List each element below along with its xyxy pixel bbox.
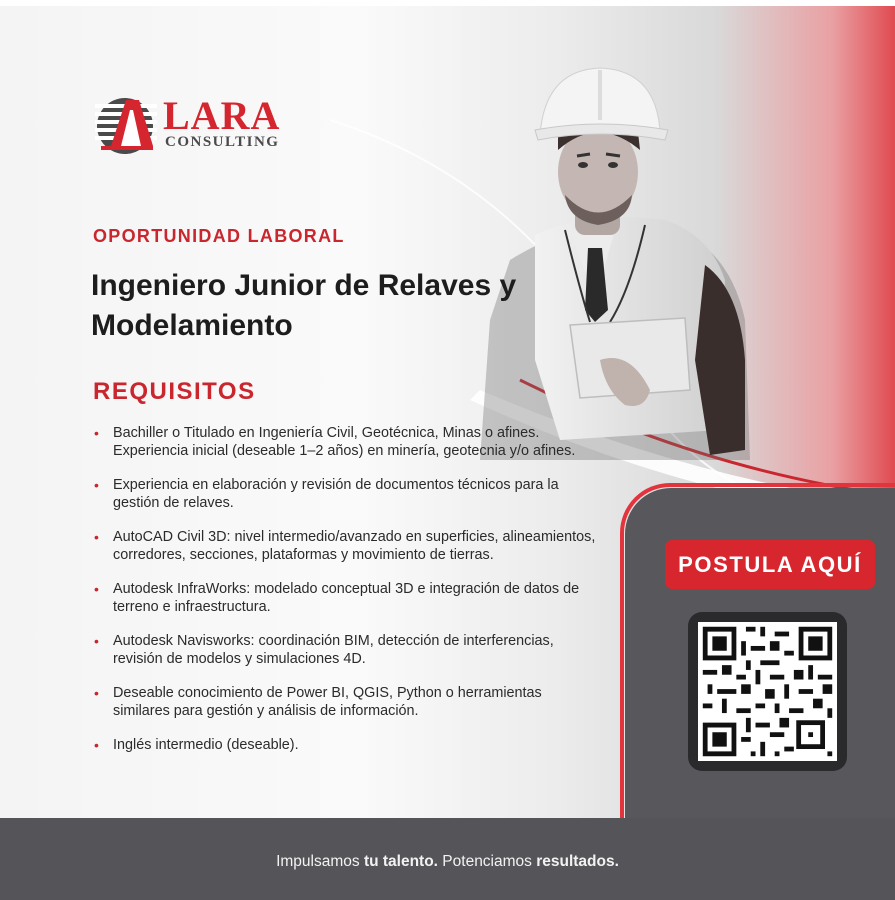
requirements-heading: REQUISITOS <box>93 378 256 405</box>
bullet-icon: • <box>94 685 99 701</box>
lara-logo <box>95 93 281 159</box>
requirement-item: • Autodesk InfraWorks: modelado conceptual 3D e integración de datos de terreno e infraestructura. <box>94 581 580 615</box>
requirement-item: • Bachiller o Titulado en Ingeniería Civil, Geotécnica, Minas o afines. Experiencia inicial (deseable 1–2 años) en minería, geotecnia y/o afines. <box>94 425 576 459</box>
requirement-item: • Deseable conocimiento de Power BI, QGIS, Python o herramientas similares para gestión y análisis de información. <box>94 685 542 719</box>
bullet-icon: • <box>94 425 99 441</box>
qr-code[interactable] <box>688 612 847 771</box>
requirement-item: • Inglés intermedio (deseable). <box>94 737 299 753</box>
requirements-list <box>94 425 599 772</box>
brand-name: LARA <box>163 93 281 138</box>
footer-bar <box>0 818 895 900</box>
job-eyebrow: OPORTUNIDAD LABORAL <box>93 226 345 246</box>
requirement-item: • Experiencia en elaboración y revisión de documentos técnicos para la gestión de relaves. <box>94 477 559 511</box>
qr-code-icon <box>698 622 837 761</box>
requirement-item: • AutoCAD Civil 3D: nivel intermedio/avanzado en superficies, alineamientos, corredores, secciones, plataformas y movimiento de tierras. <box>94 529 596 563</box>
footer-slogan: Impulsamos tu talento. Potenciamos resultados. <box>276 853 619 870</box>
bullet-icon: • <box>94 737 99 753</box>
apply-button[interactable]: POSTULA AQUÍ <box>665 540 875 589</box>
job-title: Ingeniero Junior de Relaves y Modelamiento <box>91 269 517 342</box>
requirement-item: • Autodesk Navisworks: coordinación BIM, detección de interferencias, revisión de modelos y simulaciones 4D. <box>94 633 554 667</box>
bullet-icon: • <box>94 477 99 493</box>
bullet-icon: • <box>94 581 99 597</box>
bullet-icon: • <box>94 633 99 649</box>
bullet-icon: • <box>94 529 99 545</box>
lara-logo-icon <box>95 96 157 154</box>
brand-tagline: CONSULTING <box>165 134 280 150</box>
